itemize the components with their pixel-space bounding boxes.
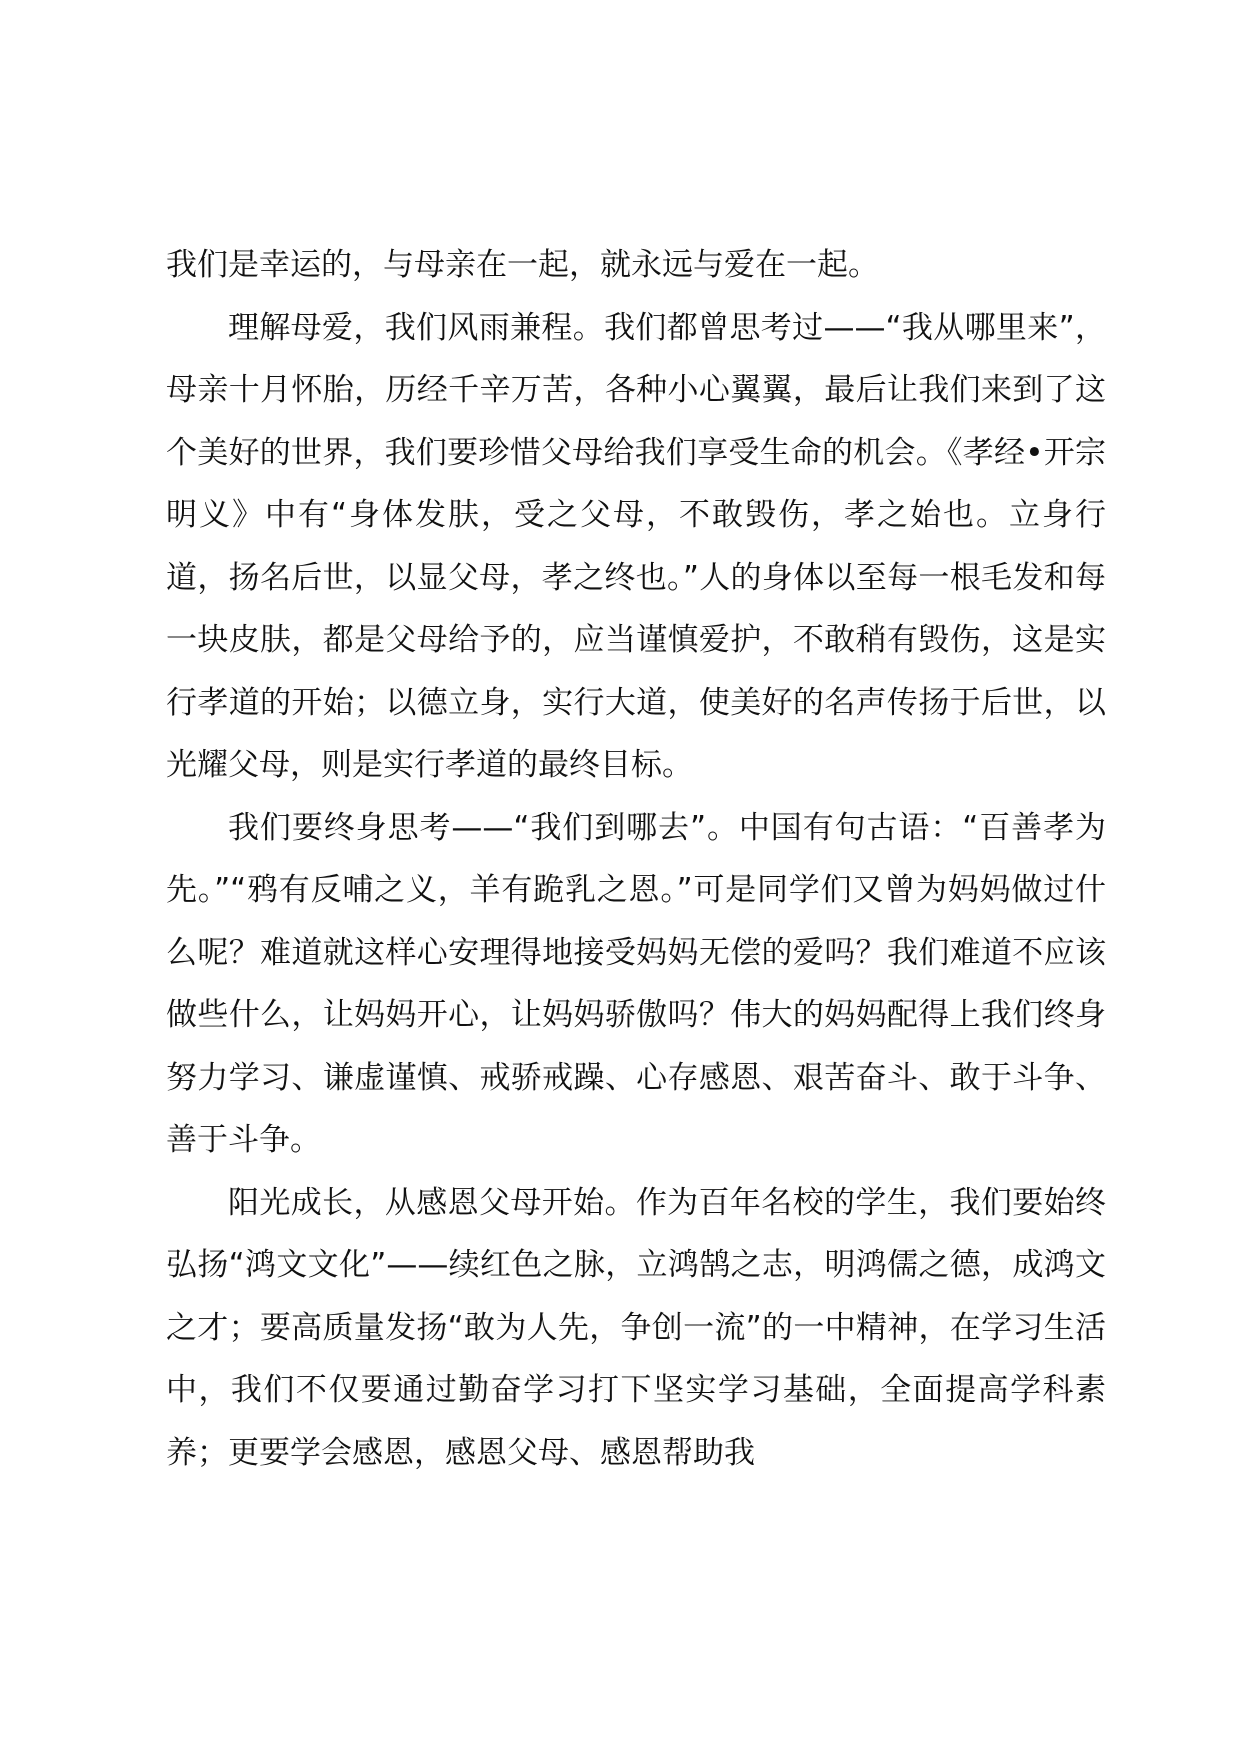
paragraph-4: 阳光成长，从感恩父母开始。作为百年名校的学生，我们要始终弘扬“鸿文文化”——续红色之脉，立鸿鹄之志，明鸿儒之德，成鸿文之才；要高质量发扬“敢为人先，争创一流”的一中精神，在学习生活中，我们不仅要通过勤奋学习打下坚实学习基础，全面提高学科素养；更要学会感恩，感恩父母、感恩帮助我 bbox=[166, 1184, 1106, 1471]
paragraph-2: 理解母爱，我们风雨兼程。我们都曾思考过——“我从哪里来”，母亲十月怀胎，历经千辛万苦，各种小心翼翼，最后让我们来到了这个美好的世界，我们要珍惜父母给我们享受生命的机会。《孝经•开宗明义》中有“身体发肤，受之父母，不敢毁伤，孝之始也。立身行道，扬名后世，以显父母，孝之终也。”人的身体以至每一根毛发和每一块皮肤，都是父母给予的，应当谨慎爱护，不敢稍有毁伤，这是实行孝道的开始；以德立身，实行大道，使美好的名声传扬于后世，以光耀父母，则是实行孝道的最终目标。 bbox=[166, 309, 1106, 783]
document-body bbox=[166, 234, 1106, 1484]
paragraph-3: 我们要终身思考——“我们到哪去”。中国有句古语：“百善孝为先。”“鸦有反哺之义，羊有跪乳之恩。”可是同学们又曾为妈妈做过什么呢？难道就这样心安理得地接受妈妈无偿的爱吗？我们难道不应该做些什么，让妈妈开心，让妈妈骄傲吗？伟大的妈妈配得上我们终身努力学习、谦虚谨慎、戒骄戒躁、心存感恩、艰苦奋斗、敢于斗争、善于斗争。 bbox=[166, 809, 1106, 1158]
paragraph-1: 我们是幸运的，与母亲在一起，就永远与爱在一起。 bbox=[166, 247, 879, 283]
